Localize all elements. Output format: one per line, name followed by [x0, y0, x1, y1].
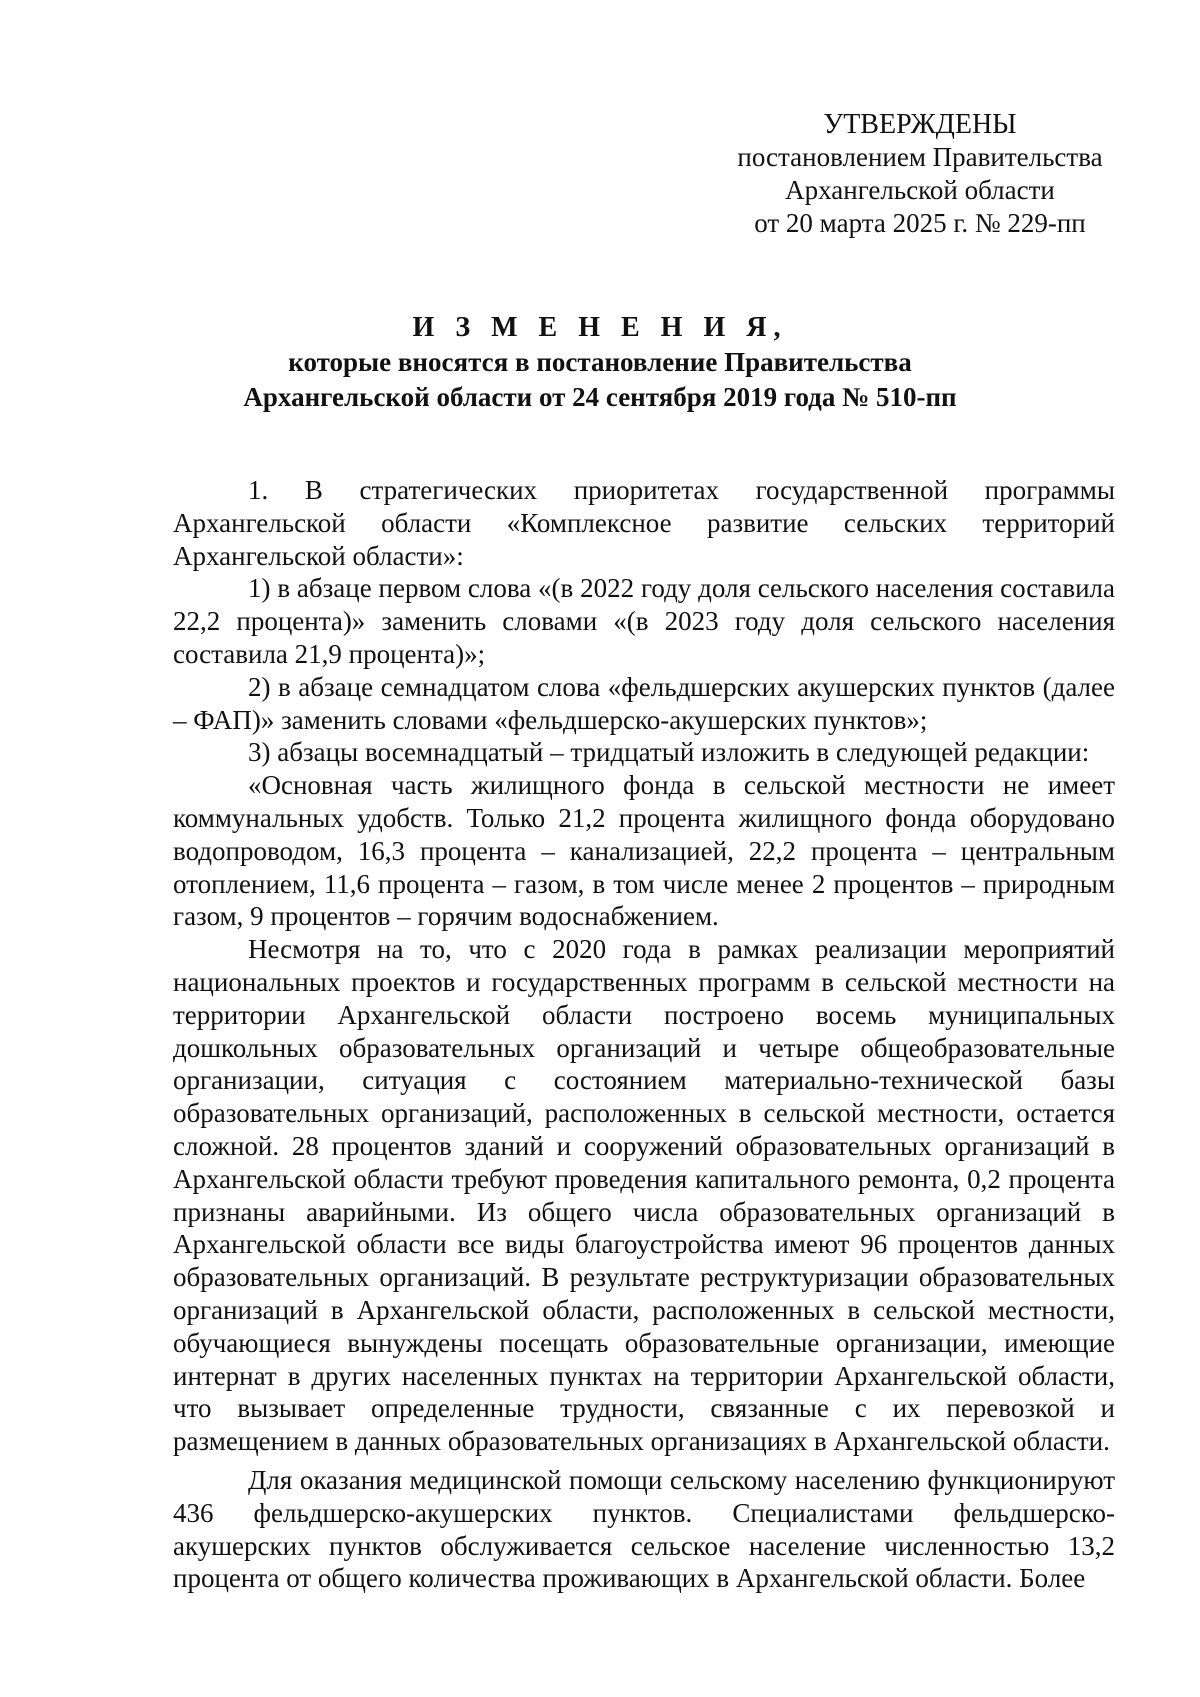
approval-block: [700, 108, 1140, 240]
approval-date-number: от 20 марта 2025 г. № 229-пп: [754, 208, 1086, 238]
document-subtitle-line: Архангельской области от 24 сентября 2019 года № 510-пп: [243, 382, 957, 412]
document-title: И З М Е Н Е Н И Я,: [412, 312, 788, 343]
document-subtitle-line: которые вносятся в постановление Правительства: [288, 347, 912, 377]
paragraph: Для оказания медицинской помощи сельскому населению функционируют 436 фельдшерско-акушерских пунктов. Специалистами фельдшерско-акушерских пунктов обслуживается сельское население численностью 13,2 процента от общего количества проживающих в Архангельской области. Более: [173, 1464, 1115, 1594]
approval-line: Архангельской области: [785, 175, 1055, 205]
paragraph: 1. В стратегических приоритетах государственной программы Архангельской области «Комплексное развитие сельских территорий Архангельской области»:: [173, 475, 1115, 571]
paragraph: 1) в абзаце первом слова «(в 2022 году доля сельского населения составила 22,2 процента)» заменить словами «(в 2023 году доля сельского населения составила 21,9 процента)»;: [173, 573, 1115, 669]
document-title-block: [0, 310, 1200, 415]
document-body: [173, 474, 1115, 1595]
paragraph: 2) в абзаце семнадцатом слова «фельдшерских акушерских пунктов (далее – ФАП)» заменить словами «фельдшерско-акушерских пунктов»;: [173, 671, 1115, 735]
approval-heading: УТВЕРЖДЕНЫ: [823, 109, 1017, 140]
approval-line: постановлением Правительства: [737, 142, 1103, 172]
paragraph: 3) абзацы восемнадцатый – тридцатый изложить в следующей редакции:: [248, 737, 1090, 768]
paragraph: Несмотря на то, что с 2020 года в рамках реализации мероприятий национальных проектов и государственных программ в сельской местности на территории Архангельской области построено восемь муниципальных дошкольных образовательных организаций и четыре общеобразовательные организации, ситуация с состоянием материально-технической базы образовательных организаций, расположенных в сельской местности, остается сложной. 28 процентов зданий и сооружений образовательных организаций в Архангельской области требуют проведения капитального ремонта, 0,2 процента признаны аварийными. Из общего числа образовательных организаций в Архангельской области все виды благоустройства имеют 96 процентов данных образовательных организаций. В результате реструктуризации образовательных организаций в Архангельской области, расположенных в сельской местности, обучающиеся вынуждены посещать образовательные организации, имеющие интернат в других населенных пунктах на территории Архангельской области, что вызывает определенные трудности, связанные с их перевозкой и размещением в данных образовательных организациях в Архангельской области.: [173, 934, 1115, 1457]
paragraph: «Основная часть жилищного фонда в сельской местности не имеет коммунальных удобств. Только 21,2 процента жилищного фонда оборудовано водопроводом, 16,3 процента – канализацией, 22,2 процента – центральным отоплением, 11,6 процента – газом, в том числе менее 2 процентов – природным газом, 9 процентов – горячим водоснабжением.: [173, 770, 1115, 932]
